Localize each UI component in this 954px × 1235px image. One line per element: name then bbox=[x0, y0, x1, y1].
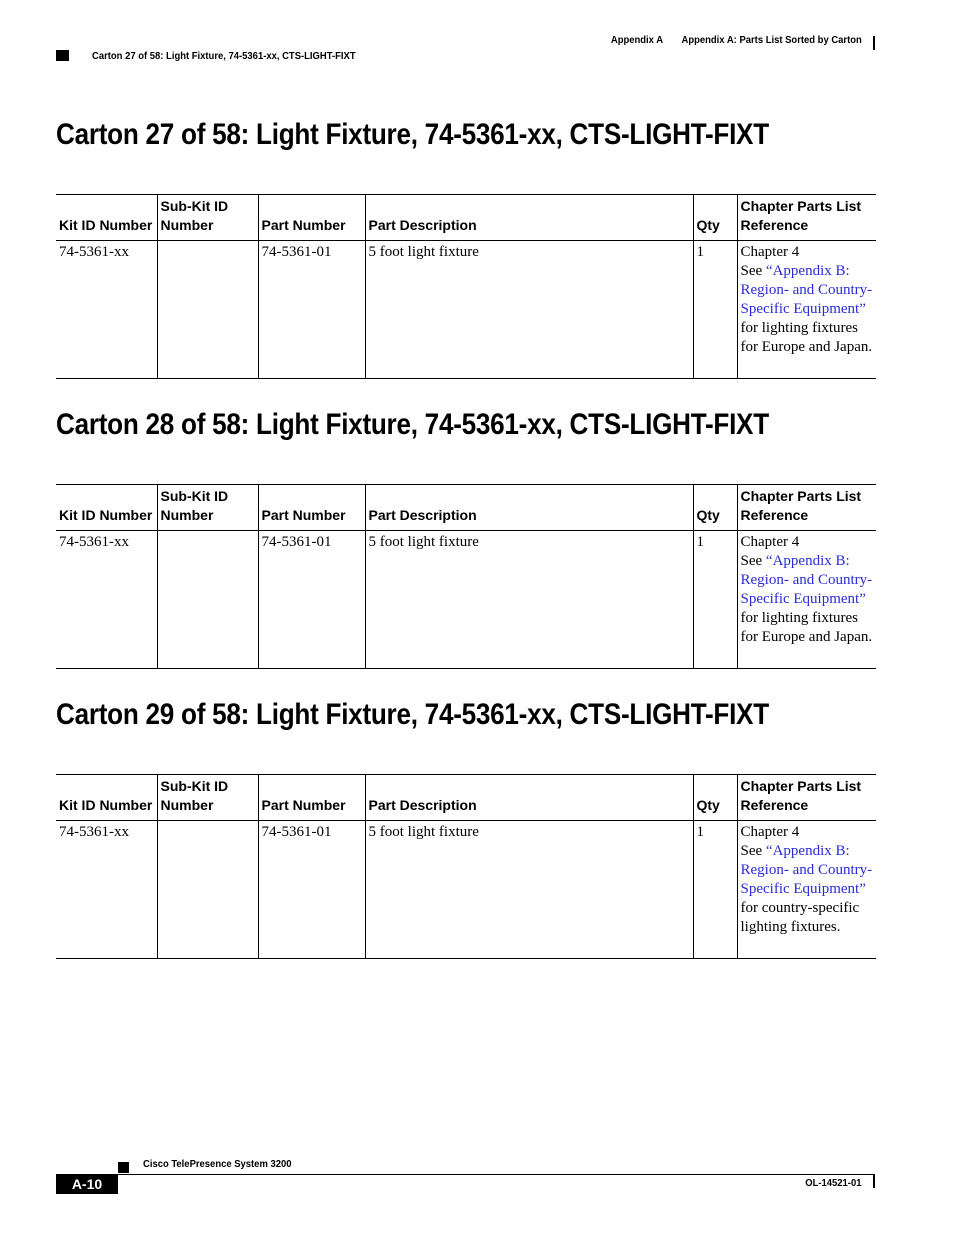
cell-kit-id: 74-5361-xx bbox=[56, 821, 157, 959]
cell-subkit bbox=[157, 241, 258, 379]
running-header-right bbox=[611, 34, 862, 46]
cell-qty: 1 bbox=[693, 241, 737, 379]
cell-reference: Chapter 4 See “Appendix B: Region- and Country-Specific Equipment” for lighting fixtures for Europe and Japan. bbox=[737, 531, 876, 669]
parts-table bbox=[56, 194, 876, 379]
col-qty: Qty bbox=[693, 195, 737, 241]
header-appendix-title: Appendix A: Parts List Sorted by Carton bbox=[681, 34, 862, 46]
col-part-number: Part Number bbox=[258, 775, 365, 821]
section-title: Carton 29 of 58: Light Fixture, 74-5361-xx, CTS-LIGHT-FIXT bbox=[56, 698, 769, 731]
col-subkit: Sub-Kit ID Number bbox=[157, 195, 258, 241]
cell-part-number: 74-5361-01 bbox=[258, 821, 365, 959]
table-row bbox=[56, 531, 876, 669]
footer-doc-id: OL-14521-01 bbox=[804, 1177, 861, 1189]
col-qty: Qty bbox=[693, 485, 737, 531]
cell-qty: 1 bbox=[693, 821, 737, 959]
appendix-b-link[interactable]: “Appendix B: Region- and Country-Specific Equipment” bbox=[740, 553, 873, 607]
cell-reference: Chapter 4 See “Appendix B: Region- and Country-Specific Equipment” for country-specific lighting fixtures. bbox=[737, 821, 876, 959]
section-title: Carton 27 of 58: Light Fixture, 74-5361-xx, CTS-LIGHT-FIXT bbox=[56, 118, 769, 151]
cell-subkit bbox=[157, 821, 258, 959]
table-header-row bbox=[56, 195, 876, 241]
col-kit-id: Kit ID Number bbox=[56, 485, 157, 531]
cell-part-description: 5 foot light fixture bbox=[365, 531, 693, 669]
cell-part-number: 74-5361-01 bbox=[258, 531, 365, 669]
footer-marker bbox=[118, 1162, 129, 1173]
col-reference: Chapter Parts List Reference bbox=[737, 485, 876, 531]
header-appendix: Appendix A bbox=[611, 34, 663, 46]
cell-qty: 1 bbox=[693, 531, 737, 669]
cell-subkit bbox=[157, 531, 258, 669]
cell-part-description: 5 foot light fixture bbox=[365, 241, 693, 379]
page-number: A-10 bbox=[56, 1174, 118, 1194]
col-part-number: Part Number bbox=[258, 485, 365, 531]
header-section: Carton 27 of 58: Light Fixture, 74-5361-xx, CTS-LIGHT-FIXT bbox=[92, 50, 356, 62]
section-title: Carton 28 of 58: Light Fixture, 74-5361-xx, CTS-LIGHT-FIXT bbox=[56, 408, 769, 441]
cell-part-description: 5 foot light fixture bbox=[365, 821, 693, 959]
table-row bbox=[56, 241, 876, 379]
footer-product: Cisco TelePresence System 3200 bbox=[143, 1158, 292, 1170]
col-reference: Chapter Parts List Reference bbox=[737, 775, 876, 821]
footer-rule bbox=[118, 1174, 874, 1175]
col-part-number: Part Number bbox=[258, 195, 365, 241]
table-row bbox=[56, 821, 876, 959]
table-header-row bbox=[56, 775, 876, 821]
col-kit-id: Kit ID Number bbox=[56, 775, 157, 821]
col-reference: Chapter Parts List Reference bbox=[737, 195, 876, 241]
table-header-row bbox=[56, 485, 876, 531]
col-kit-id: Kit ID Number bbox=[56, 195, 157, 241]
cell-reference: Chapter 4 See “Appendix B: Region- and Country-Specific Equipment” for lighting fixtures for Europe and Japan. bbox=[737, 241, 876, 379]
parts-table bbox=[56, 774, 876, 959]
header-marker bbox=[56, 50, 69, 61]
footer-rule-vertical bbox=[873, 1174, 875, 1188]
col-part-description: Part Description bbox=[365, 775, 693, 821]
col-qty: Qty bbox=[693, 775, 737, 821]
appendix-b-link[interactable]: “Appendix B: Region- and Country-Specific Equipment” bbox=[740, 263, 873, 317]
col-part-description: Part Description bbox=[365, 485, 693, 531]
col-subkit: Sub-Kit ID Number bbox=[157, 775, 258, 821]
col-subkit: Sub-Kit ID Number bbox=[157, 485, 258, 531]
cell-kit-id: 74-5361-xx bbox=[56, 531, 157, 669]
header-rule bbox=[873, 36, 875, 50]
parts-table bbox=[56, 484, 876, 669]
appendix-b-link[interactable]: “Appendix B: Region- and Country-Specific Equipment” bbox=[740, 843, 873, 897]
col-part-description: Part Description bbox=[365, 195, 693, 241]
cell-kit-id: 74-5361-xx bbox=[56, 241, 157, 379]
cell-part-number: 74-5361-01 bbox=[258, 241, 365, 379]
